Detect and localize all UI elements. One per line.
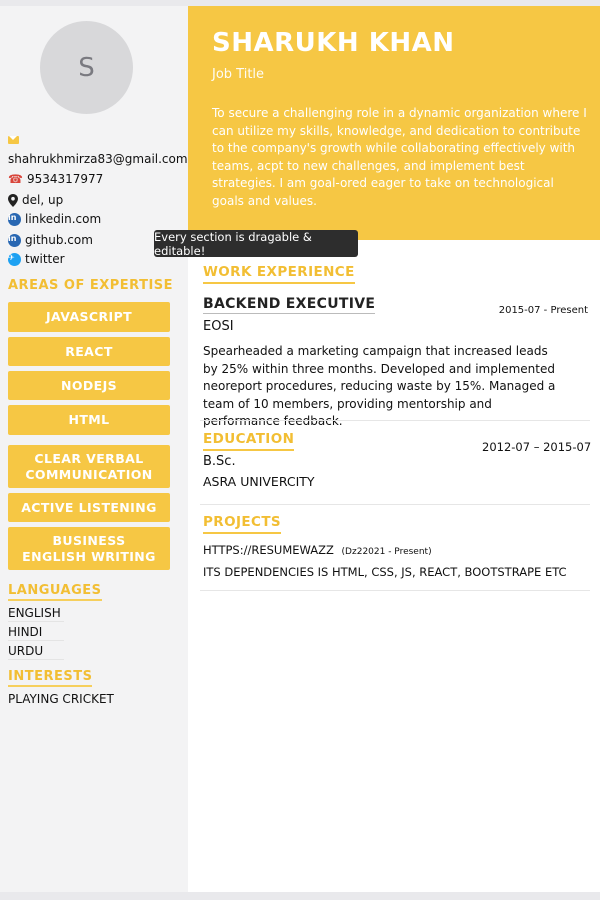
expertise-heading: AREAS OF EXPERTISE bbox=[8, 278, 174, 293]
skill-badge[interactable]: REACT bbox=[8, 337, 170, 366]
skill-badge[interactable]: HTML bbox=[8, 405, 170, 435]
github-icon: in bbox=[8, 234, 21, 247]
contact-email[interactable] bbox=[8, 152, 188, 166]
location-text: del, up bbox=[22, 193, 64, 207]
language-item[interactable]: ENGLISH bbox=[8, 606, 64, 622]
education-school[interactable]: ASRA UNIVERCITY bbox=[203, 474, 315, 489]
project-title[interactable] bbox=[203, 543, 432, 557]
skill-badge[interactable]: JAVASCRIPT bbox=[8, 302, 170, 332]
work-dates[interactable]: 2015-07 - Present bbox=[498, 305, 588, 316]
work-role[interactable]: BACKEND EXECUTIVE bbox=[203, 296, 376, 312]
languages-heading: LANGUAGES bbox=[8, 583, 102, 601]
linkedin-icon: in bbox=[8, 213, 21, 226]
work-company[interactable]: EOSI bbox=[203, 319, 234, 334]
drag-edit-tooltip: Every section is dragable & editable! bbox=[154, 230, 358, 257]
contact-twitter[interactable] bbox=[8, 252, 65, 266]
language-item[interactable]: URDU bbox=[8, 644, 64, 660]
interests-heading: INTERESTS bbox=[8, 669, 92, 687]
twitter-text: twitter bbox=[25, 252, 65, 266]
education-heading: EDUCATION bbox=[203, 431, 294, 451]
header bbox=[188, 6, 600, 240]
contact-location[interactable] bbox=[8, 193, 63, 207]
contact-email-icon-row bbox=[8, 136, 23, 144]
skill-badge[interactable]: ACTIVE LISTENING bbox=[8, 493, 170, 522]
project-title-text: HTTPS://RESUMEWAZZ bbox=[203, 543, 334, 557]
phone-icon: ☎ bbox=[8, 172, 23, 186]
education-dates[interactable]: 2012-07 – 2015-07 bbox=[482, 440, 592, 454]
section-divider bbox=[200, 504, 590, 505]
location-pin-icon bbox=[8, 194, 18, 207]
language-item[interactable]: HINDI bbox=[8, 625, 64, 641]
section-divider bbox=[200, 420, 590, 421]
contact-linkedin[interactable] bbox=[8, 212, 101, 226]
candidate-name[interactable]: SHARUKH KHAN bbox=[212, 28, 455, 58]
sidebar bbox=[0, 6, 188, 892]
projects-heading: PROJECTS bbox=[203, 514, 281, 534]
section-divider bbox=[200, 590, 590, 591]
skill-badge[interactable]: NODEJS bbox=[8, 371, 170, 400]
work-description[interactable]: Spearheaded a marketing campaign that increased leads by 25% within three months. Developed and implemented neoreport procedures, reducing waste by 15%. Managed a team of 10 members, providing mentorship and performance feedback. bbox=[203, 344, 556, 428]
linkedin-text: linkedin.com bbox=[25, 212, 102, 226]
avatar[interactable]: S bbox=[40, 21, 133, 114]
work-experience-heading: WORK EXPERIENCE bbox=[203, 264, 355, 284]
mail-icon bbox=[8, 136, 19, 144]
interest-item[interactable]: PLAYING CRICKET bbox=[8, 692, 114, 706]
contact-phone[interactable] bbox=[8, 172, 103, 186]
resume-page bbox=[0, 6, 600, 892]
contact-github[interactable] bbox=[8, 233, 93, 247]
github-text: github.com bbox=[25, 233, 93, 247]
skill-badge[interactable]: CLEAR VERBAL COMMUNICATION bbox=[8, 445, 170, 488]
skill-badge[interactable]: BUSINESS ENGLISH WRITING bbox=[8, 527, 170, 570]
phone-text: 9534317977 bbox=[26, 172, 104, 186]
twitter-icon: ✈ bbox=[8, 253, 21, 266]
objective-text[interactable]: To secure a challenging role in a dynamic organization where I can utilize my skills, knowledge, and dedication to contribute to the company's growth while collaborating effectively with teams, acpt to new challenges, and implement best strategies. I am goal-ored eager to take on technological goals and values. bbox=[212, 106, 587, 208]
job-title[interactable]: Job Title bbox=[212, 67, 265, 82]
project-dates: (Dz22021 - Present) bbox=[341, 547, 432, 557]
project-description[interactable]: ITS DEPENDENCIES IS HTML, CSS, JS, REACT, BOOTSTRAPE ETC bbox=[203, 565, 567, 579]
email-text: shahrukhmirza83@gmail.com bbox=[8, 152, 188, 166]
education-degree[interactable]: B.Sc. bbox=[203, 454, 236, 469]
